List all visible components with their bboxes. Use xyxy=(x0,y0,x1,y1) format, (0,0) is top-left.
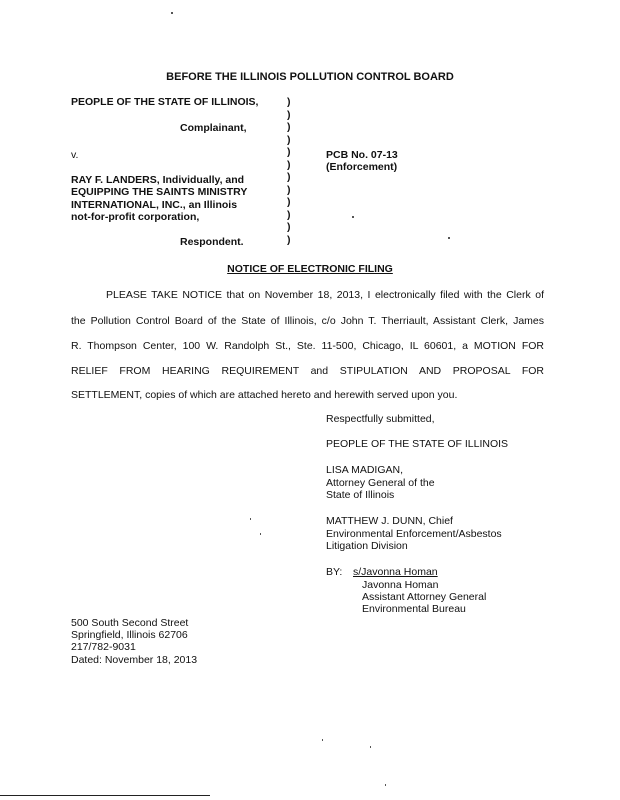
ag-title-1: Attorney General of the xyxy=(326,477,435,489)
notice-line-5: SETTLEMENT, copies of which are attached hereto and herewith served upon you. xyxy=(71,389,458,401)
caption-paren: ) xyxy=(287,96,291,108)
scan-speck xyxy=(448,237,450,239)
ag-title-2: State of Illinois xyxy=(326,489,395,501)
caption-paren: ) xyxy=(287,221,291,233)
signer-title-1: Assistant Attorney General xyxy=(362,591,487,603)
caption-paren: ) xyxy=(287,109,291,121)
caption-paren: ) xyxy=(287,184,291,196)
respondent-line-4: not-for-profit corporation, xyxy=(71,211,200,223)
complainant-party: PEOPLE OF THE STATE OF ILLINOIS, xyxy=(71,96,259,108)
respondent-role: Respondent. xyxy=(180,236,244,248)
signature-line: s/Javonna Homan xyxy=(353,566,438,578)
scan-speck xyxy=(250,518,251,520)
signer-name: Javonna Homan xyxy=(362,579,439,591)
case-type: (Enforcement) xyxy=(326,161,398,173)
caption-paren: ) xyxy=(287,234,291,246)
caption-paren: ) xyxy=(287,121,291,133)
scan-speck xyxy=(171,12,173,14)
caption-paren: ) xyxy=(287,134,291,146)
respondent-line-2: EQUIPPING THE SAINTS MINISTRY xyxy=(71,186,248,198)
scan-speck xyxy=(352,216,354,218)
address-street: 500 South Second Street xyxy=(71,617,189,629)
caption-paren: ) xyxy=(287,159,291,171)
notice-line-4: RELIEF FROM HEARING REQUIREMENT and STIPULATION AND PROPOSAL FOR xyxy=(71,365,544,377)
document-title: BEFORE THE ILLINOIS POLLUTION CONTROL BOARD xyxy=(166,71,454,83)
date-line: Dated: November 18, 2013 xyxy=(71,654,198,666)
chief-title-1: Environmental Enforcement/Asbestos xyxy=(326,528,502,540)
complainant-role: Complainant, xyxy=(180,122,247,134)
by-label: BY: xyxy=(326,566,343,578)
notice-line-2: the Pollution Control Board of the State of Illinois, c/o John T. Therriault, Assistant Clerk, James xyxy=(71,315,544,327)
respondent-line-3: INTERNATIONAL, INC., an Illinois xyxy=(71,199,238,211)
scan-speck xyxy=(385,784,386,786)
notice-heading: NOTICE OF ELECTRONIC FILING xyxy=(227,263,393,275)
caption-paren: ) xyxy=(287,146,291,158)
notice-line-1: PLEASE TAKE NOTICE that on November 18, 2013, I electronically filed with the Clerk of xyxy=(106,289,544,301)
address-city: Springfield, Illinois 62706 xyxy=(71,629,188,641)
caption-paren: ) xyxy=(287,171,291,183)
address-phone: 217/782-9031 xyxy=(71,641,136,653)
chief-name: MATTHEW J. DUNN, Chief xyxy=(326,515,453,527)
scan-speck xyxy=(370,746,371,748)
chief-title-2: Litigation Division xyxy=(326,540,408,552)
case-number: PCB No. 07-13 xyxy=(326,149,398,161)
scan-speck xyxy=(322,739,323,741)
closing: Respectfully submitted, xyxy=(326,413,435,425)
caption-paren: ) xyxy=(287,196,291,208)
scan-speck xyxy=(260,533,261,535)
signer-title-2: Environmental Bureau xyxy=(362,603,466,615)
caption-paren: ) xyxy=(287,209,291,221)
ag-name: LISA MADIGAN, xyxy=(326,464,404,476)
notice-line-3: R. Thompson Center, 100 W. Randolph St., Ste. 11-500, Chicago, IL 60601, a MOTION FOR xyxy=(71,340,544,352)
bottom-rule xyxy=(0,795,210,796)
party-name: PEOPLE OF THE STATE OF ILLINOIS xyxy=(326,438,509,450)
versus-label: v. xyxy=(71,149,79,161)
respondent-line-1: RAY F. LANDERS, Individually, and xyxy=(71,174,245,186)
